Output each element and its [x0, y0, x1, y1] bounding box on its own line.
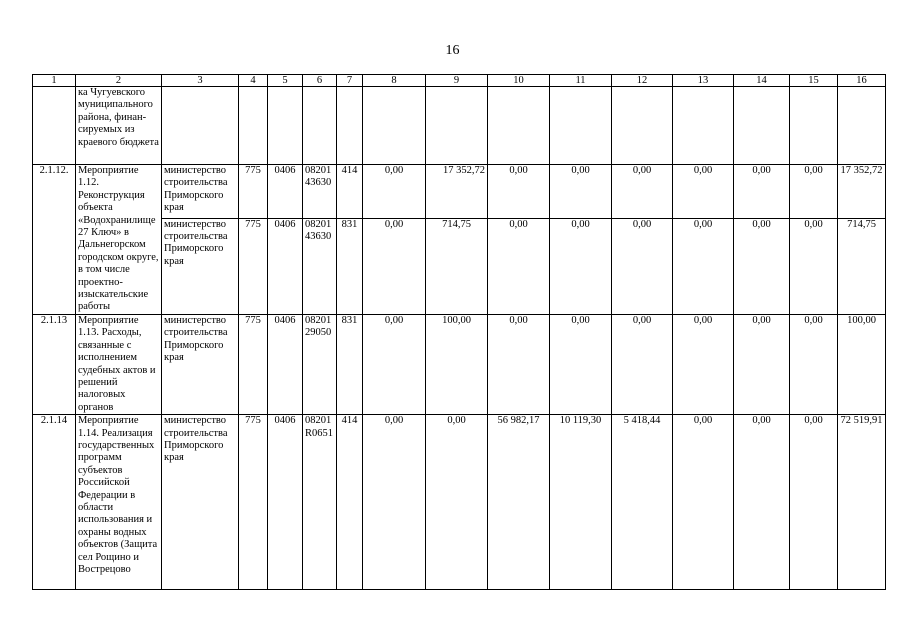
measure-name: Мероприятие 1.12. Реконструкция объекта «Водохранилище 27 Ключ» в Дальнегорском городском округе, в том числе проектно-изыскательские работы	[76, 165, 162, 315]
header-cell: 6	[303, 75, 337, 87]
cell-amount: 0,00	[363, 218, 426, 314]
cell-amount: 72 519,91	[838, 415, 886, 590]
cell-amount: 0,00	[790, 165, 838, 219]
cell-amount: 0,00	[734, 415, 790, 590]
cell-amount: 56 982,17	[488, 415, 550, 590]
header-cell: 7	[337, 75, 363, 87]
cell-amount: 0,00	[673, 314, 734, 414]
cell-amount: 0,00	[790, 415, 838, 590]
cell-amount: 0,00	[612, 314, 673, 414]
cell	[239, 87, 268, 165]
header-cell: 12	[612, 75, 673, 87]
cell	[612, 87, 673, 165]
cell-amount: 0,00	[790, 314, 838, 414]
cell-code: 414	[337, 415, 363, 590]
cell-code: 0406	[268, 165, 303, 219]
executor: министерство строительства Приморского края	[162, 165, 239, 219]
table-row	[33, 165, 886, 219]
cell-amount: 0,00	[734, 314, 790, 414]
header-cell: 4	[239, 75, 268, 87]
cell-amount: 0,00	[488, 218, 550, 314]
cell-amount: 0,00	[363, 314, 426, 414]
cell-code: 0406	[268, 314, 303, 414]
header-row	[33, 75, 886, 87]
header-cell: 14	[734, 75, 790, 87]
header-cell: 15	[790, 75, 838, 87]
header-cell: 8	[363, 75, 426, 87]
cell-amount: 0,00	[550, 165, 612, 219]
cell-code: 08201 29050	[303, 314, 337, 414]
cell-amount: 0,00	[673, 165, 734, 219]
page-number: 16	[445, 43, 460, 58]
cell-code: 775	[239, 415, 268, 590]
cell-amount: 0,00	[363, 165, 426, 219]
header-cell: 16	[838, 75, 886, 87]
cell-code: 831	[337, 218, 363, 314]
cell-code: 775	[239, 314, 268, 414]
cell	[488, 87, 550, 165]
table-row	[33, 314, 886, 414]
executor: министерство строительства Приморского края	[162, 314, 239, 414]
cell	[363, 87, 426, 165]
cell-amount: 17 352,72	[426, 165, 488, 219]
cell	[426, 87, 488, 165]
header-cell: 10	[488, 75, 550, 87]
cell-code: 414	[337, 165, 363, 219]
cell-amount: 0,00	[673, 218, 734, 314]
cell-amount: 0,00	[363, 415, 426, 590]
cell	[337, 87, 363, 165]
cell	[268, 87, 303, 165]
table-row	[33, 87, 886, 165]
cell-amount: 17 352,72	[838, 165, 886, 219]
measure-name: ка Чугуевского муниципального района, финан-сируемых из краевого бюджета	[76, 87, 162, 165]
cell-amount: 10 119,30	[550, 415, 612, 590]
table-row	[33, 415, 886, 590]
cell-amount: 0,00	[550, 218, 612, 314]
header-cell: 5	[268, 75, 303, 87]
cell-amount: 0,00	[488, 165, 550, 219]
cell-amount: 0,00	[612, 165, 673, 219]
cell-amount: 100,00	[838, 314, 886, 414]
executor: министерство строительства Приморского края	[162, 415, 239, 590]
cell-amount: 0,00	[426, 415, 488, 590]
budget-table	[32, 74, 886, 590]
cell	[303, 87, 337, 165]
cell-code: 0406	[268, 415, 303, 590]
header-cell: 9	[426, 75, 488, 87]
cell-code: 0406	[268, 218, 303, 314]
row-number: 2.1.12.	[33, 165, 76, 315]
cell-amount: 0,00	[612, 218, 673, 314]
measure-name: Мероприятие 1.14. Реализация государственных программ субъектов Российской Федерации в области использования и охраны водных объектов (Защита сел Рощино и Вострецово	[76, 415, 162, 590]
row-number	[33, 87, 76, 165]
header-cell: 11	[550, 75, 612, 87]
cell	[734, 87, 790, 165]
cell-amount: 714,75	[838, 218, 886, 314]
header-cell: 3	[162, 75, 239, 87]
cell	[673, 87, 734, 165]
cell-amount: 100,00	[426, 314, 488, 414]
cell-amount: 0,00	[790, 218, 838, 314]
cell-code: 08201 R0651	[303, 415, 337, 590]
executor	[162, 87, 239, 165]
measure-name: Мероприятие 1.13. Расходы, связанные с исполнением судебных актов и решений налоговых органов	[76, 314, 162, 414]
cell-amount: 0,00	[734, 218, 790, 314]
cell-code: 775	[239, 218, 268, 314]
row-number: 2.1.14	[33, 415, 76, 590]
cell-amount: 5 418,44	[612, 415, 673, 590]
cell-code: 831	[337, 314, 363, 414]
cell-amount: 0,00	[734, 165, 790, 219]
cell-code: 775	[239, 165, 268, 219]
executor: министерство строительства Приморского края	[162, 218, 239, 314]
cell	[790, 87, 838, 165]
cell-amount: 0,00	[488, 314, 550, 414]
cell-code: 08201 43630	[303, 165, 337, 219]
cell-amount: 0,00	[550, 314, 612, 414]
row-number: 2.1.13	[33, 314, 76, 414]
cell-amount: 714,75	[426, 218, 488, 314]
cell	[550, 87, 612, 165]
cell	[838, 87, 886, 165]
header-cell: 13	[673, 75, 734, 87]
header-cell: 2	[76, 75, 162, 87]
cell-amount: 0,00	[673, 415, 734, 590]
header-cell: 1	[33, 75, 76, 87]
cell-code: 08201 43630	[303, 218, 337, 314]
